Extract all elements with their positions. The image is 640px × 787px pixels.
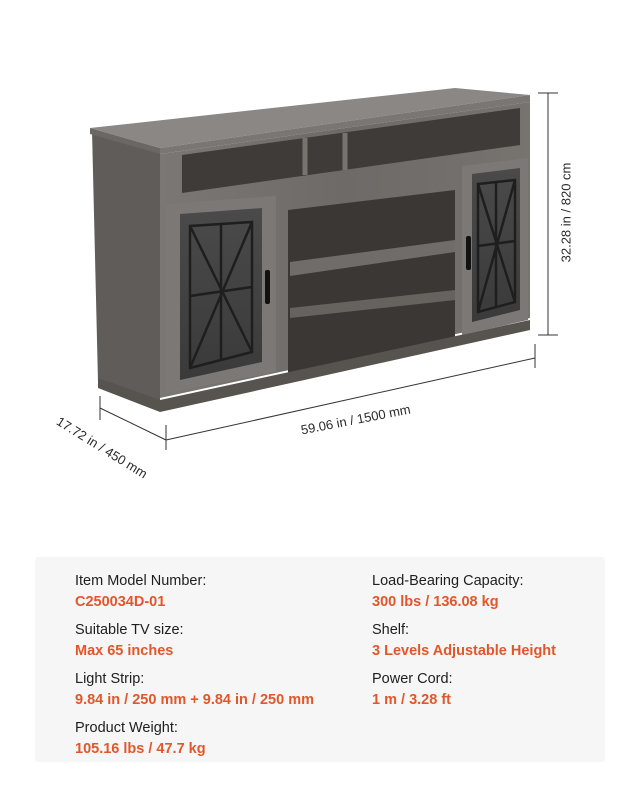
right-glass-door xyxy=(462,158,528,335)
spec-item-model-number xyxy=(75,571,314,613)
width-dimension-label: 59.06 in / 1500 mm xyxy=(299,401,412,438)
spec-label: Light Strip: xyxy=(75,671,145,687)
spec-item-load-capacity xyxy=(372,571,556,613)
height-dimension-line xyxy=(538,93,558,335)
height-dimension-label: 32.28 in / 820 cm xyxy=(558,162,574,263)
spec-value: Max 65 inches xyxy=(75,643,174,659)
spec-label: Shelf: xyxy=(372,622,410,638)
spec-value: C250034D-01 xyxy=(75,594,166,610)
spec-value: 3 Levels Adjustable Height xyxy=(372,643,556,659)
spec-value: 105.16 lbs / 47.7 kg xyxy=(75,741,206,757)
spec-column-right xyxy=(372,571,556,718)
spec-item-tv-size xyxy=(75,620,314,662)
spec-column-left xyxy=(75,571,314,767)
depth-dimension-label: 17.72 in / 450 mm xyxy=(53,413,151,482)
spec-item-light-strip xyxy=(75,669,314,711)
spec-label: Product Weight: xyxy=(75,720,178,736)
spec-label: Power Cord: xyxy=(372,671,453,687)
spec-item-power-cord xyxy=(372,669,556,711)
cabinet-side-panel xyxy=(92,130,160,405)
spec-label: Item Model Number: xyxy=(75,573,207,589)
left-glass-door xyxy=(166,196,276,393)
spec-item-product-weight xyxy=(75,718,314,760)
specifications-panel xyxy=(35,557,605,762)
spec-item-shelf xyxy=(372,620,556,662)
door-handle-icon xyxy=(265,270,270,304)
spec-value: 300 lbs / 136.08 kg xyxy=(372,594,499,610)
spec-label: Load-Bearing Capacity: xyxy=(372,573,524,589)
spec-value: 9.84 in / 250 mm + 9.84 in / 250 mm xyxy=(75,692,314,708)
spec-value: 1 m / 3.28 ft xyxy=(372,692,451,708)
door-handle-icon xyxy=(466,236,471,270)
spec-label: Suitable TV size: xyxy=(75,622,184,638)
